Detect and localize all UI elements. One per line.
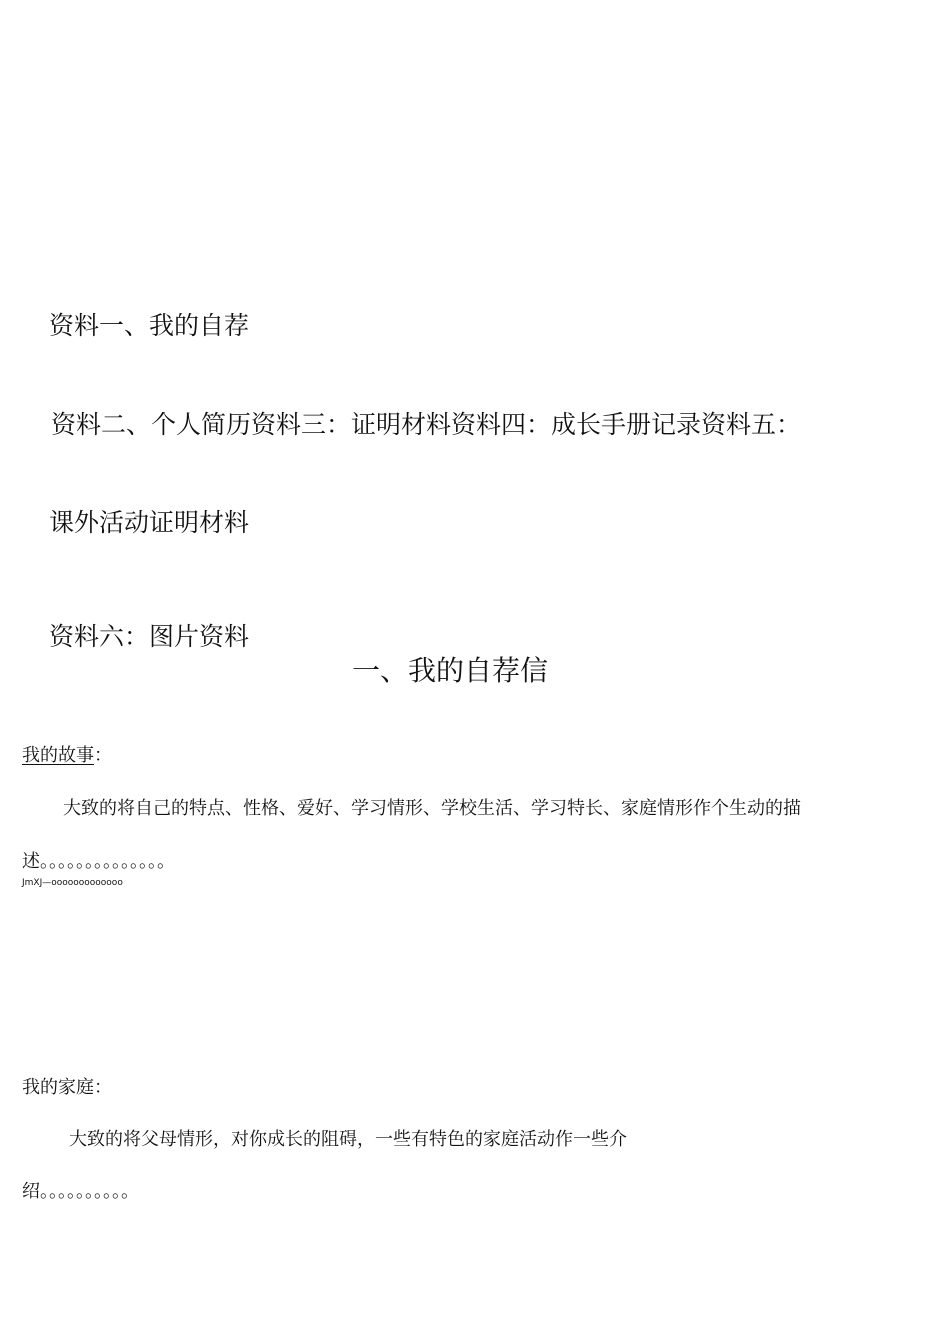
story-paragraph-line-1: 大致的将自己的特点、性格、爱好、学习情形、学校生活、学习特长、家庭情形作个生动的描 xyxy=(63,798,801,819)
story-heading xyxy=(22,744,112,768)
toc-item-2: 资料二、个人简历资料三：证明材料资料四：成长手册记录资料五： xyxy=(51,410,802,439)
story-label-colon: ： xyxy=(94,745,112,766)
scan-artifact-text: JmXJ—ooooooooooooo xyxy=(22,878,123,888)
family-paragraph-line-1: 大致的将父母情形，对你成长的阻碍，一些有特色的家庭活动作一些介 xyxy=(69,1129,627,1150)
family-paragraph-line-2: 绍。。。。。。。。。。 xyxy=(22,1181,139,1202)
toc-item-2-continued: 课外活动证明材料 xyxy=(49,508,250,537)
story-paragraph-line-2: 述。。。。。。。。。。。。。。 xyxy=(22,851,175,872)
page-title: 一、我的自荐信 xyxy=(352,654,549,687)
story-label: 我的故事 xyxy=(22,745,94,766)
toc-item-6: 资料六：图片资料 xyxy=(49,622,250,651)
family-label: 我的家庭： xyxy=(22,1077,112,1098)
toc-item-1: 资料一、我的自荐 xyxy=(49,311,250,340)
